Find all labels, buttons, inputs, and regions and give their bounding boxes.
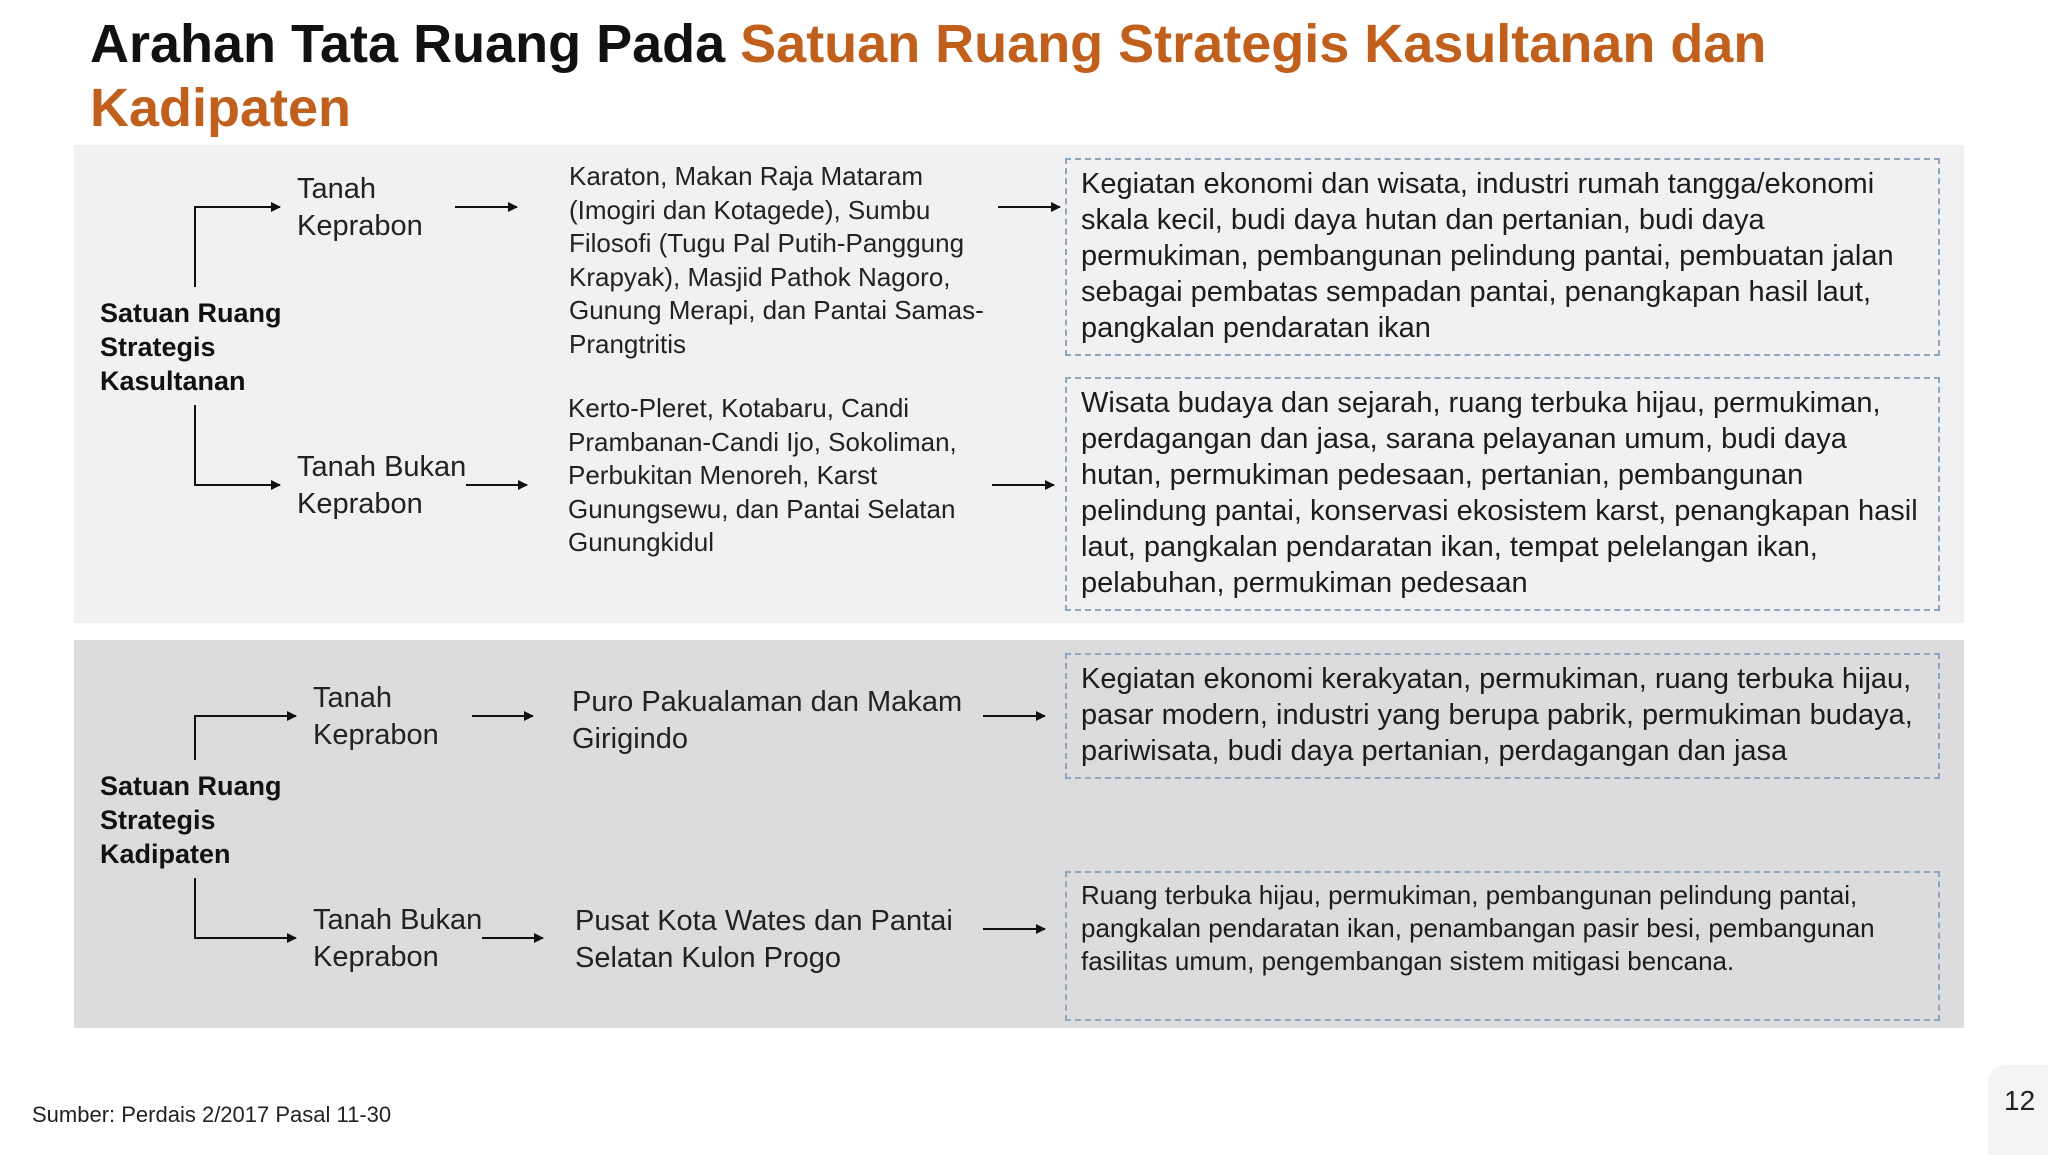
kadipaten-bukan-keprabon-directions-box: [1065, 871, 1940, 1021]
kadipaten-bukan-keprabon-places: Pusat Kota Wates dan Pantai Selatan Kulon Progo: [575, 905, 953, 974]
kasultanan-keprabon-directions-box: [1065, 158, 1940, 356]
kadipaten-branch-keprabon: Tanah Keprabon: [313, 682, 439, 751]
kasultanan-branch-keprabon: Tanah Keprabon: [297, 173, 423, 242]
kasultanan-bukan-keprabon-directions-box: [1065, 377, 1940, 611]
kadipaten-root-label: Satuan Ruang Strategis Kadipaten: [100, 771, 282, 869]
page-number: 12: [2004, 1085, 2036, 1116]
title-prefix: Arahan Tata Ruang Pada: [90, 14, 741, 74]
kasultanan-keprabon-directions: Kegiatan ekonomi dan wisata, industri rumah tangga/ekonomi skala kecil, budi daya hutan dan pertanian, budi daya permukiman, pembangunan pelindung pantai, pembuatan jalan sebagai pembatas sempadan pantai, penangkapan hasil laut, pangkalan pendaratan ikan: [1081, 168, 1894, 344]
title-highlight: Satuan Ruang Strategis Kasultanan dan Kadipaten: [90, 14, 1767, 138]
kadipaten-keprabon-directions: Kegiatan ekonomi kerakyatan, permukiman, ruang terbuka hijau, pasar modern, industri yang berupa pabrik, permukiman budaya, pariwisata, budi daya pertanian, perdagangan dan jasa: [1081, 663, 1913, 767]
kadipaten-keprabon-directions-box: [1065, 653, 1940, 779]
kadipaten-bukan-keprabon-directions: Ruang terbuka hijau, permukiman, pembangunan pelindung pantai, pangkalan pendaratan ikan, penambangan pasir besi, pembangunan fasilitas umum, pengembangan sistem mitigasi bencana.: [1081, 880, 1875, 976]
page-number-badge: [1988, 1065, 2048, 1155]
slide-title: [90, 12, 1890, 140]
kasultanan-bukan-keprabon-directions: Wisata budaya dan sejarah, ruang terbuka hijau, permukiman, perdagangan dan jasa, sarana pelayanan umum, budi daya hutan, permukiman pedesaan, pertanian, pembangunan pelindung pantai, konservasi ekosistem karst, penangkapan hasil laut, pangkalan pendaratan ikan, tempat pelelangan ikan, pelabuhan, permukiman pedesaan: [1081, 387, 1918, 599]
kadipaten-branch-bukan-keprabon: Tanah Bukan Keprabon: [313, 904, 483, 973]
source-footnote: Sumber: Perdais 2/2017 Pasal 11-30: [32, 1102, 392, 1127]
kasultanan-branch-bukan-keprabon: Tanah Bukan Keprabon: [297, 451, 467, 520]
kasultanan-keprabon-places: Karaton, Makan Raja Mataram (Imogiri dan Kotagede), Sumbu Filosofi (Tugu Pal Putih-Panggung Krapyak), Masjid Pathok Nagoro, Gunung Merapi, dan Pantai Samas-Prangtritis: [569, 161, 984, 359]
kasultanan-root-label: Satuan Ruang Strategis Kasultanan: [100, 298, 282, 396]
kadipaten-keprabon-places: Puro Pakualaman dan Makam Girigindo: [572, 686, 963, 755]
kasultanan-bukan-keprabon-places: Kerto-Pleret, Kotabaru, Candi Prambanan-Candi Ijo, Sokoliman, Perbukitan Menoreh, Karst Gunungsewu, dan Pantai Selatan Gunungkidul: [568, 393, 957, 557]
